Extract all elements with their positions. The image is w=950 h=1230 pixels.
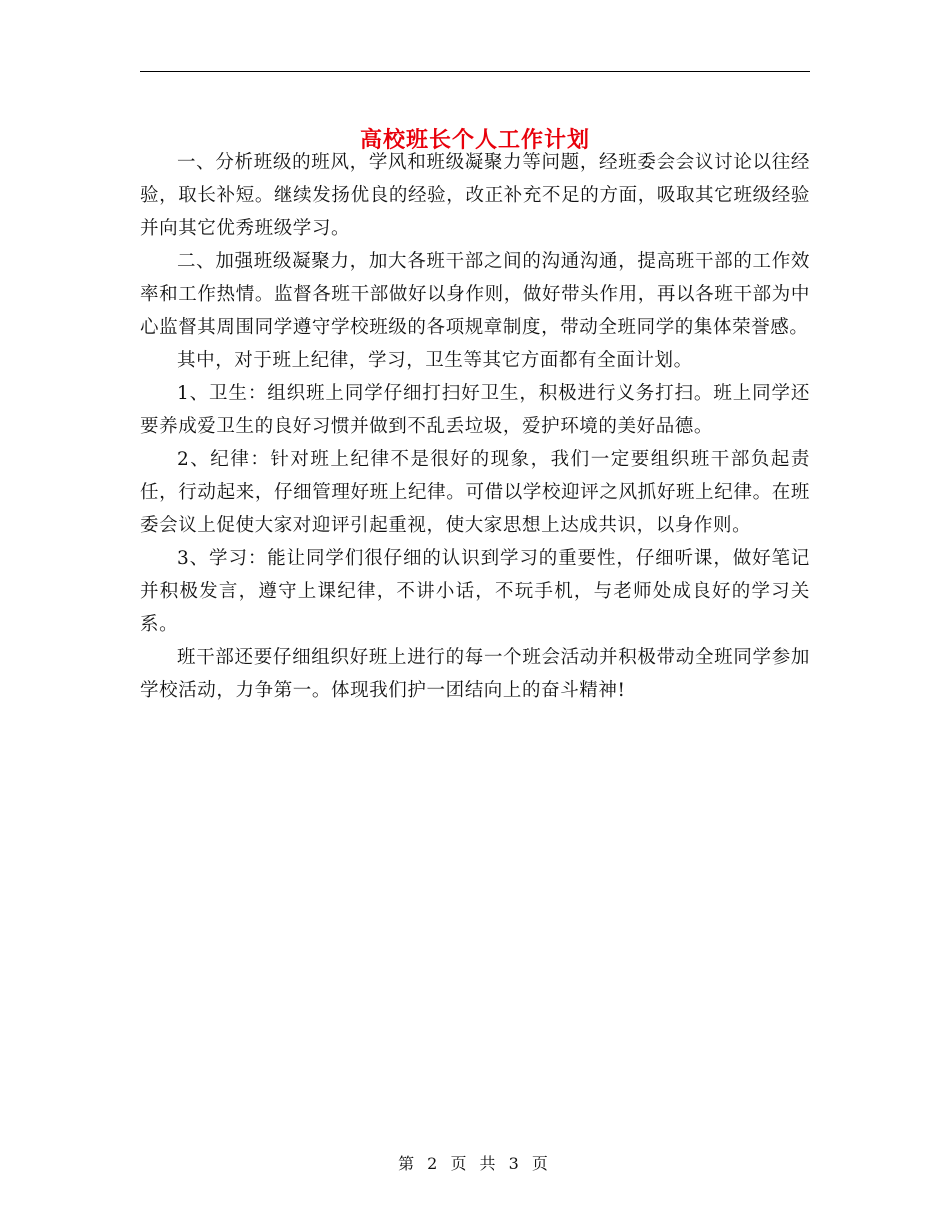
paragraph-discipline: 2、纪律：针对班上纪律不是很好的现象，我们一定要组织班干部负起责任，行动起来，仔细管理好班上纪律。可借以学校迎评之风抓好班上纪律。在班委会议上促使大家对迎评引起重视，使大家思想上达成共识，以身作则。 xyxy=(140,449,810,536)
document-title: 高校班长个人工作计划 xyxy=(359,126,590,153)
paragraph-overview: 其中，对于班上纪律，学习，卫生等其它方面都有全面计划。 xyxy=(177,350,693,371)
document-body xyxy=(140,146,810,707)
paragraph-cohesion: 二、加强班级凝聚力，加大各班干部之间的沟通沟通，提高班干部的工作效率和工作热情。监督各班干部做好以身作则，做好带头作用，再以各班干部为中心监督其周围同学遵守学校班级的各项规章制度，带动全班同学的集体荣誉感。 xyxy=(140,251,810,338)
paragraph-class-analysis: 一、分析班级的班风，学风和班级凝聚力等问题，经班委会会议讨论以往经验，取长补短。继续发扬优良的经验，改正补充不足的方面，吸取其它班级经验并向其它优秀班级学习。 xyxy=(140,152,810,239)
paragraph-activities: 班干部还要仔细组织好班上进行的每一个班会活动并积极带动全班同学参加学校活动，力争第一。体现我们护一团结向上的奋斗精神! xyxy=(140,647,810,701)
header-rule xyxy=(140,71,810,72)
paragraph-study: 3、学习：能让同学们很仔细的认识到学习的重要性，仔细听课，做好笔记并积极发言，遵守上课纪律，不讲小话，不玩手机，与老师处成良好的学习关系。 xyxy=(140,548,810,635)
page-number-footer: 第 2 页 共 3 页 xyxy=(398,1154,552,1173)
paragraph-hygiene: 1、卫生：组织班上同学仔细打扫好卫生，积极进行义务打扫。班上同学还要养成爱卫生的良好习惯并做到不乱丢垃圾，爱护环境的美好品德。 xyxy=(140,383,810,437)
